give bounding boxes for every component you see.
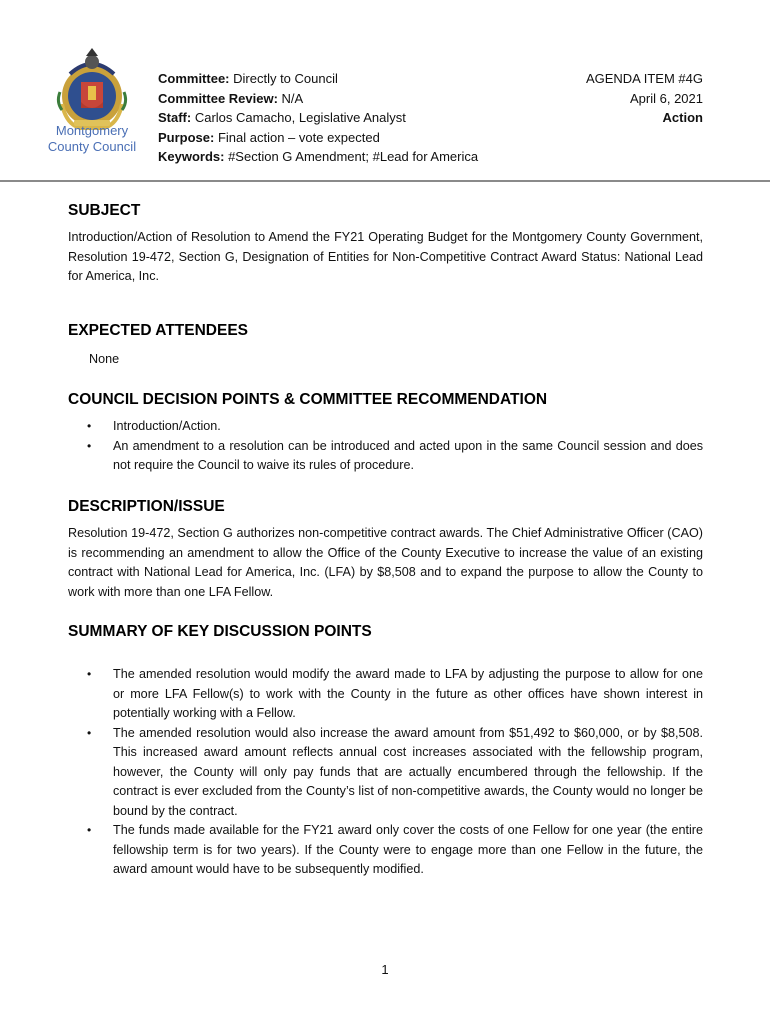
logo-text-line1: Montgomery <box>55 123 129 138</box>
description-section <box>68 496 703 602</box>
keywords-value: #Section G Amendment; #Lead for America <box>224 149 479 164</box>
bullet-icon: • <box>87 823 92 837</box>
summary-heading: SUMMARY OF KEY DISCUSSION POINTS <box>68 623 372 640</box>
list-item <box>68 665 703 724</box>
committee-value: Directly to Council <box>229 71 338 86</box>
agenda-action: Action <box>662 110 703 125</box>
list-item-text: The amended resolution would modify the award made to LFA by adjusting the purpose to allow for one or more LFA Fellow(s) to work with the County in the future as other offices have shown interest in potentially working with a Fellow. <box>113 667 703 720</box>
agenda-item-number: AGENDA ITEM #4G <box>585 71 703 86</box>
keywords-line <box>158 147 478 167</box>
bullet-icon: • <box>87 419 92 433</box>
list-item-text: The amended resolution would also increase the award amount from $51,492 to $60,000, or by $8,508. This increased award amount reflects annual cost increases associated with the fellowship program, however, the County will only pay funds that are actually encumbered through the fellowship. If the contract is ever excluded from the County’s list of non-competitive awards, the County would no longer be bound by the contract. <box>113 725 703 818</box>
county-seal-logo <box>52 44 132 134</box>
purpose-value: Final action – vote expected <box>214 129 380 145</box>
page-number: 1 <box>381 962 389 977</box>
bullet-icon: • <box>87 667 92 681</box>
committee-label: Committee: <box>158 71 230 86</box>
bullet-icon: • <box>87 725 92 740</box>
committee-review-value: N/A <box>277 90 304 106</box>
staff-value: Carlos Camacho, Legislative Analyst <box>191 110 406 125</box>
decision-points-heading: COUNCIL DECISION POINTS & COMMITTEE RECOMMENDATION <box>68 391 548 408</box>
committee-review-label: Committee Review: <box>158 90 278 106</box>
summary-section <box>68 621 703 880</box>
decision-points-section <box>68 389 703 476</box>
summary-list <box>68 665 703 880</box>
purpose-label: Purpose: <box>158 129 215 145</box>
description-heading: DESCRIPTION/ISSUE <box>68 498 225 515</box>
attendees-text: None <box>89 352 120 366</box>
agenda-date: April 6, 2021 <box>630 90 703 106</box>
subject-text: Introduction/Action of Resolution to Amend the FY21 Operating Budget for the Montgomery County Government, Resolution 19-472, Section G, Designation of Entities for Non-Competitive Contract Award Status: National Lead for America, Inc. <box>68 230 703 283</box>
logo-text <box>40 123 144 155</box>
staff-line <box>158 108 478 128</box>
list-item-text: The funds made available for the FY21 award only cover the costs of one Fellow for one year (the entire fellowship term is for two years). If the County were to engage more than one Fellow in the future, the award amount would have to be subsequently modified. <box>113 823 703 876</box>
list-item <box>68 724 703 822</box>
committee-review-line <box>158 89 478 109</box>
subject-section <box>68 200 703 287</box>
list-item-text: Introduction/Action. <box>113 419 221 433</box>
bullet-icon: • <box>87 438 92 453</box>
list-item-text: An amendment to a resolution can be introduced and acted upon in the same Council session and does not require the Council to waive its rules of procedure. <box>113 438 703 472</box>
attendees-section <box>68 320 703 370</box>
subject-heading: SUBJECT <box>68 202 141 219</box>
attendees-heading: EXPECTED ATTENDEES <box>68 322 248 339</box>
description-text: Resolution 19-472, Section G authorizes non-competitive contract awards. The Chief Administrative Officer (CAO) is recommending an amendment to allow the Office of the County Executive to increase the value of an existing contract with National Lead for America, Inc. (LFA) by $8,508 and to expand the purpose to allow the County to work with more than one LFA Fellow. <box>68 526 703 599</box>
header-divider <box>0 180 770 182</box>
committee-line <box>158 69 478 89</box>
memo-meta <box>158 69 478 167</box>
staff-label: Staff: <box>158 110 192 125</box>
logo-text-line2: County Council <box>47 139 137 154</box>
list-item <box>68 437 703 476</box>
list-item <box>68 417 703 437</box>
keywords-label: Keywords: <box>158 149 225 164</box>
decision-points-list <box>68 417 703 476</box>
agenda-info <box>586 69 703 128</box>
purpose-line <box>158 128 478 148</box>
list-item <box>68 821 703 880</box>
